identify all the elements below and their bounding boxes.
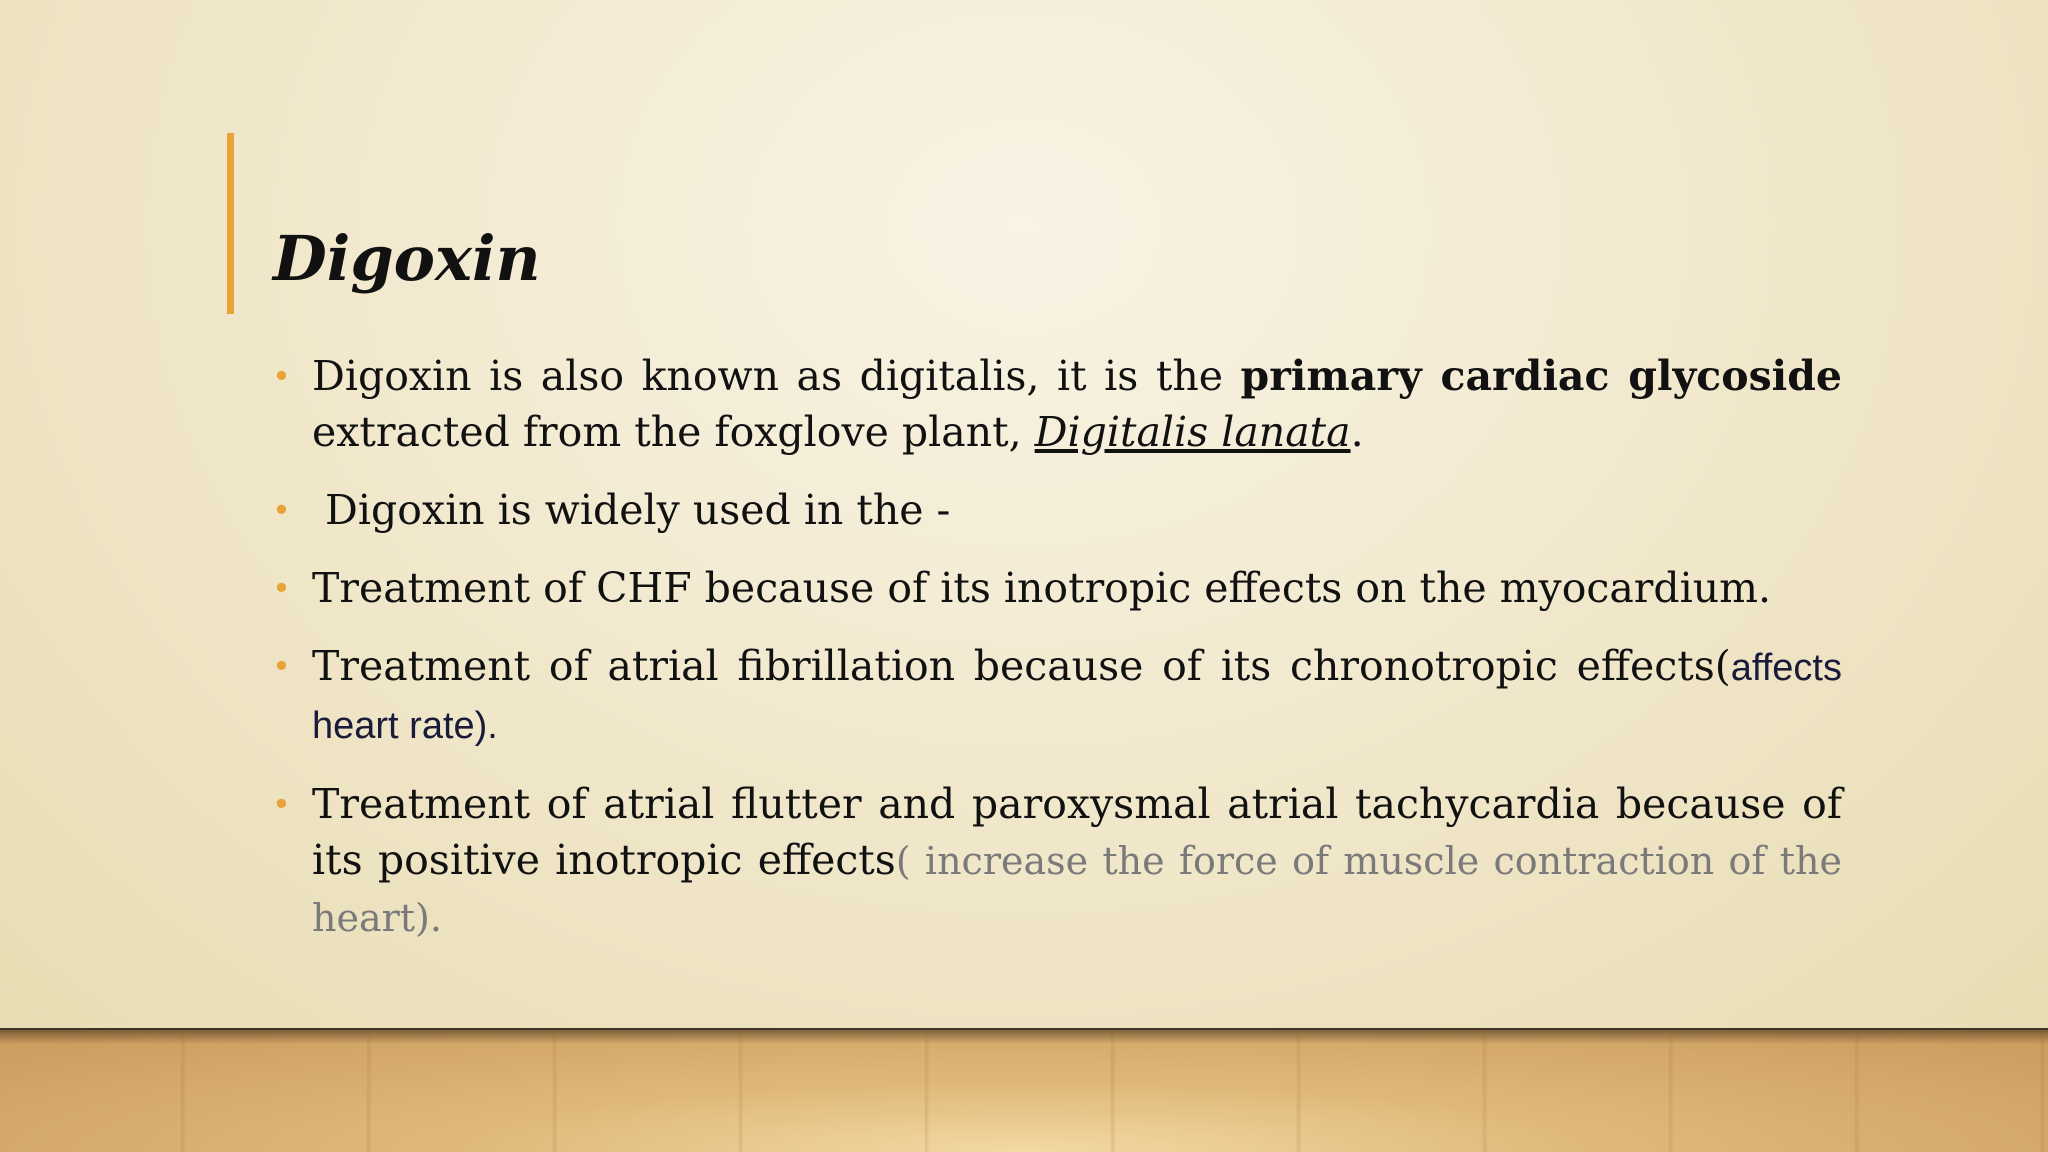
bullet-note-text: ( increase the force of muscle contraction of the heart). [312, 839, 1842, 940]
bullet-note-text: affects heart rate [312, 647, 1842, 747]
bullet-list [272, 348, 1842, 946]
title-accent-bar [227, 133, 234, 314]
bullet-text: . [1350, 408, 1364, 456]
bullet-item-atrial-fibrillation [272, 638, 1842, 754]
bullet-text: Treatment of atrial fibrillation because of its chronotropic effects( [312, 642, 1731, 690]
bullet-text: extracted from the foxglove plant, [312, 408, 1035, 456]
species-name: Digitalis lanata [1034, 408, 1351, 456]
wood-floor [0, 1030, 2048, 1152]
slide-title: Digoxin [273, 222, 541, 295]
bullet-icon: • [272, 569, 291, 607]
bullet-icon: • [272, 785, 291, 823]
bullet-icon: • [272, 357, 291, 395]
bullet-text: Treatment of CHF because of its inotropic effects on the myocardium. [312, 564, 1772, 612]
bullet-icon: • [272, 647, 291, 685]
bullet-text: Digoxin is also known as digitalis, it is the [312, 352, 1241, 400]
bullet-text: ). [474, 705, 498, 747]
bullet-icon: • [272, 491, 291, 529]
bullet-bold-text: primary cardiac glycoside [1240, 352, 1842, 400]
bullet-item-digoxin-definition [272, 348, 1842, 460]
bullet-item-atrial-flutter [272, 776, 1842, 946]
bullet-text: Treatment of atrial flutter and paroxysmal atrial tachycardia because of its positive inotropic effects [312, 780, 1842, 884]
bullet-item-widely-used [272, 482, 1842, 538]
bullet-item-chf [272, 560, 1842, 616]
bullet-text: Digoxin is widely used in the - [312, 486, 951, 534]
